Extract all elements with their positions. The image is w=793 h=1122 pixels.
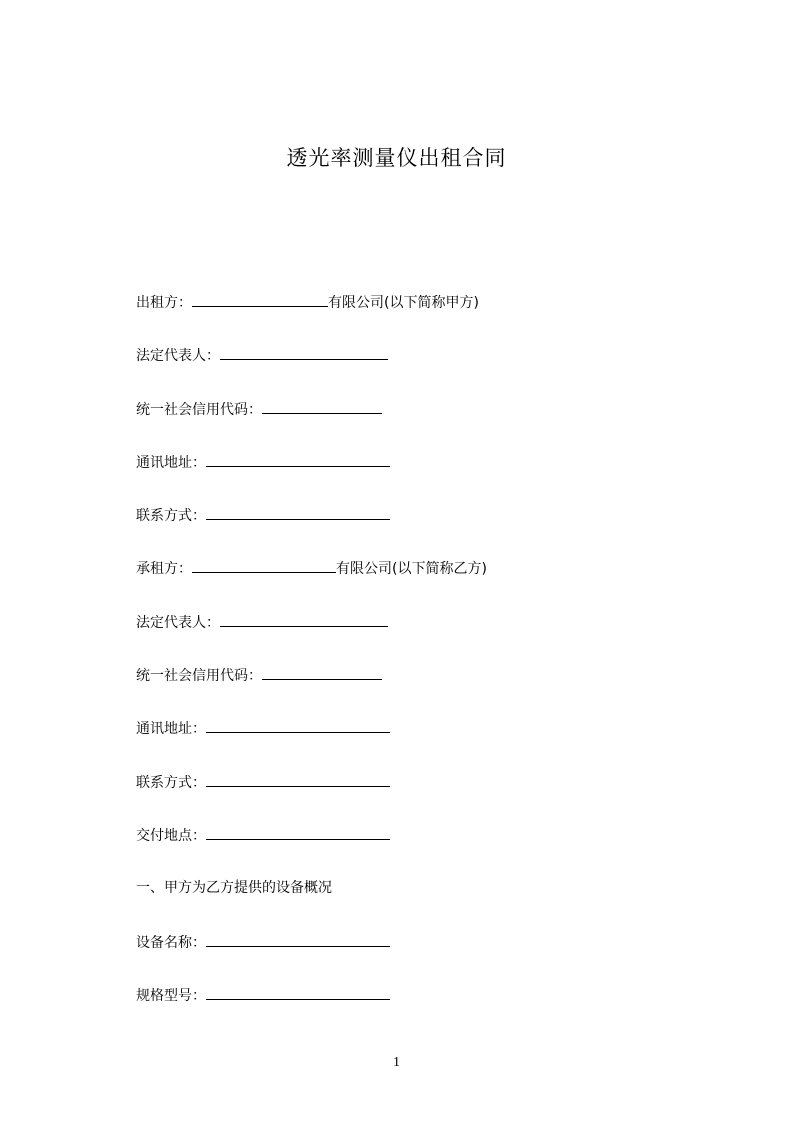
document-title: 透光率测量仪出租合同: [286, 146, 507, 170]
lessee-credit-code-blank[interactable]: [262, 665, 382, 680]
lessee-legal-rep-label: 法定代表人：: [136, 615, 220, 631]
model-blank[interactable]: [206, 985, 390, 1000]
lessor-address-line: [136, 452, 390, 473]
lessee-credit-code-label: 统一社会信用代码：: [136, 668, 262, 684]
lessee-contact-line: [136, 772, 390, 793]
lessee-legal-rep-line: [136, 612, 388, 633]
lessee-address-blank[interactable]: [206, 718, 390, 733]
device-name-blank[interactable]: [206, 932, 390, 947]
delivery-place-line: [136, 825, 390, 846]
lessor-address-label: 通讯地址：: [136, 455, 206, 471]
delivery-place-blank[interactable]: [206, 825, 390, 840]
lessee-address-line: [136, 718, 390, 739]
lessee-address-label: 通讯地址：: [136, 721, 206, 737]
lessee-credit-code-line: [136, 665, 382, 686]
lessor-credit-code-blank[interactable]: [262, 399, 382, 414]
lessor-contact-label: 联系方式：: [136, 508, 206, 524]
lessor-label: 出租方：: [136, 295, 192, 311]
lessor-legal-rep-blank[interactable]: [220, 345, 388, 360]
lessee-line: [136, 558, 487, 579]
lessor-credit-code-line: [136, 399, 382, 420]
lessor-contact-blank[interactable]: [206, 505, 390, 520]
lessor-credit-code-label: 统一社会信用代码：: [136, 402, 262, 418]
page-number: 1: [393, 1055, 400, 1070]
delivery-place-label: 交付地点：: [136, 828, 206, 844]
section1-heading: 一、甲方为乙方提供的设备概况: [136, 880, 332, 896]
lessor-address-blank[interactable]: [206, 452, 390, 467]
model-label: 规格型号：: [136, 988, 206, 1004]
lessor-contact-line: [136, 505, 390, 526]
lessor-legal-rep-label: 法定代表人：: [136, 348, 220, 364]
lessee-name-blank[interactable]: [192, 558, 336, 573]
model-line: [136, 985, 390, 1006]
lessee-contact-label: 联系方式：: [136, 775, 206, 791]
lessor-line: [136, 292, 479, 313]
lessee-label: 承租方：: [136, 561, 192, 577]
lessee-legal-rep-blank[interactable]: [220, 612, 388, 627]
device-name-label: 设备名称：: [136, 935, 206, 951]
lessor-legal-rep-line: [136, 345, 388, 366]
lessee-suffix: 有限公司(以下简称乙方): [336, 561, 487, 577]
lessor-name-blank[interactable]: [192, 292, 328, 307]
lessor-suffix: 有限公司(以下简称甲方): [328, 295, 479, 311]
device-name-line: [136, 932, 390, 953]
lessee-contact-blank[interactable]: [206, 772, 390, 787]
